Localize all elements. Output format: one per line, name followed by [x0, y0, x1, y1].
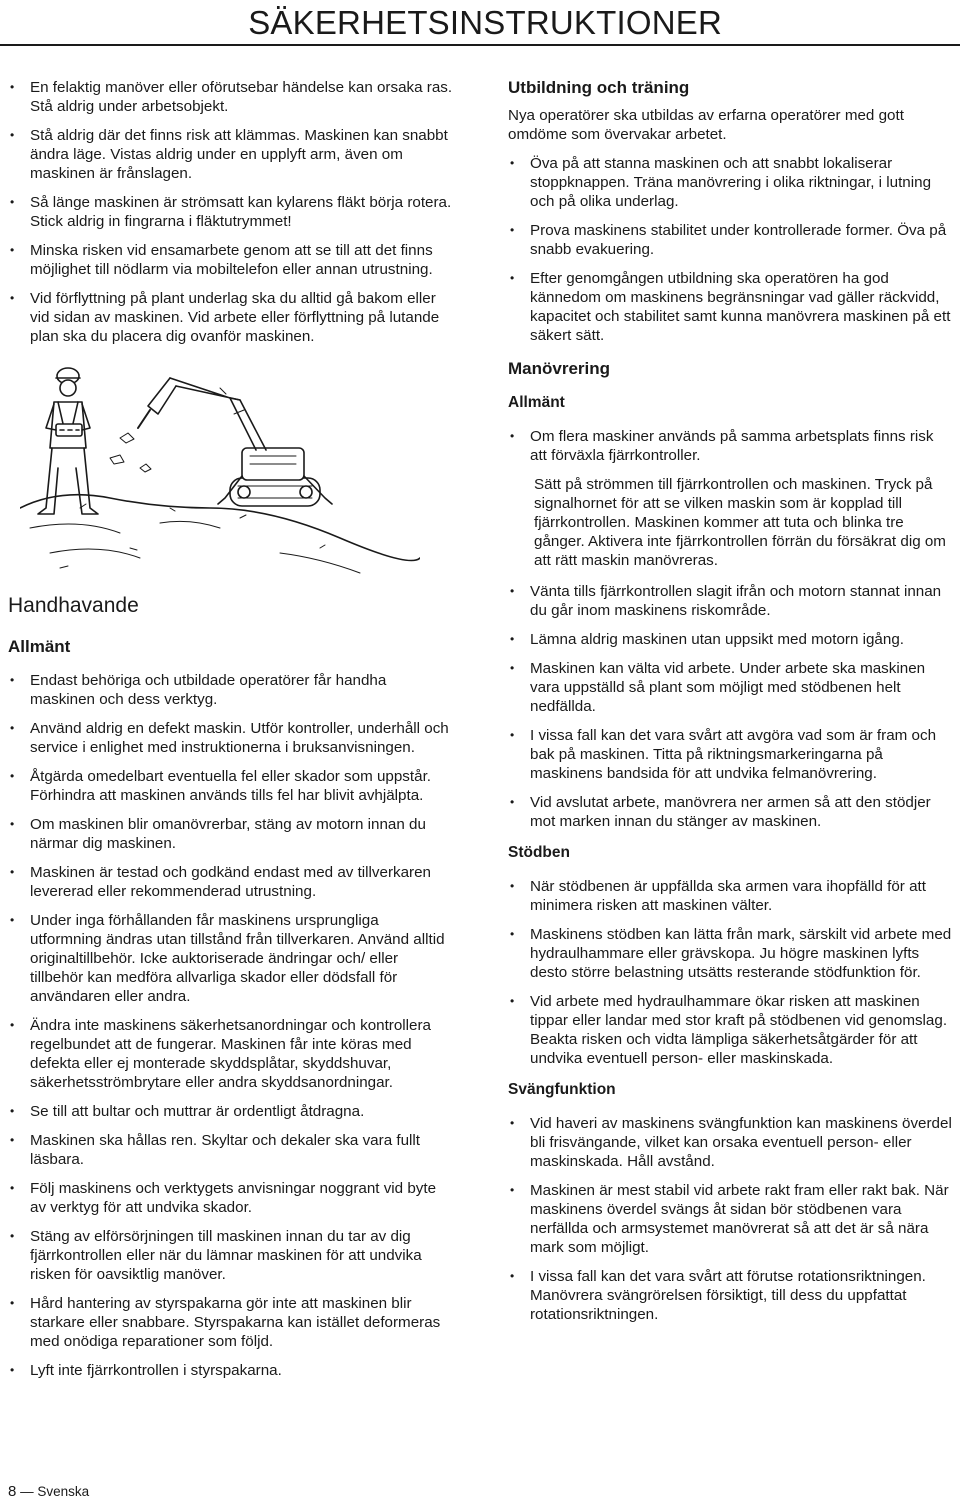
header-rule: [0, 44, 960, 46]
manovrering-first-list: [508, 427, 954, 465]
list-item: • Använd aldrig en defekt maskin. Utför kontroller, underhåll och service i enlighet med instruktionerna i bruksanvisningen.: [8, 719, 453, 757]
svangfunktion-bullet-list: [508, 1114, 954, 1324]
list-item: • Maskinens stödben kan lätta från mark, särskilt vid arbete med hydraulhammare eller grävskopa. Ju högre maskinen lyfts desto större belastning utsätts resterande stödfunktion för.: [508, 925, 954, 982]
operator-machine-illustration: [20, 358, 420, 578]
right-column: [508, 78, 954, 1334]
list-item: • Lämna aldrig maskinen utan uppsikt med motorn igång.: [508, 630, 954, 649]
list-item: • I vissa fall kan det vara svårt att förutse rotationsriktningen. Manövrera svängrörelsen försiktigt, till dess du uppfattat rotationsriktningen.: [508, 1267, 954, 1324]
list-item: • Vid avslutat arbete, manövrera ner armen så att den stödjer mot marken innan du stänger av maskinen.: [508, 793, 954, 831]
list-item: • Under inga förhållanden får maskinens ursprungliga utformning ändras utan tillstånd från tillverkaren. Använd alltid originaltillbehör. Icke auktoriserade ändringar och/ eller tillbehör kan medföra allvarliga skador eller dödsfall för användaren eller andra.: [8, 911, 453, 1006]
list-item: • Följ maskinens och verktygets anvisningar noggrant vid byte av verktyg för att undvika skador.: [8, 1179, 453, 1217]
left-column-top: [8, 78, 453, 356]
list-item: • Efter genomgången utbildning ska operatören ha god kännedom om maskinens begränsningar vad gäller räckvidd, kapacitet och stabilitet samt kunna manövrera maskinen på ett säkert sätt.: [508, 269, 954, 345]
list-item: • När stödbenen är uppfällda ska armen vara ihopfälld för att minimera risken att maskinen välter.: [508, 877, 954, 915]
list-item: • Vid arbete med hydraulhammare ökar risken att maskinen tippar eller landar med stor kraft på stödbenen vid genomslag. Beakta risken och vidta lämpliga säkerhetsåtgärder för att undvika eventuell person- eller maskinskada.: [508, 992, 954, 1068]
section-title-utbildning: Utbildning och träning: [508, 78, 690, 97]
list-item: • Se till att bultar och muttrar är ordentligt åtdragna.: [8, 1102, 453, 1121]
list-item: • Maskinen är mest stabil vid arbete rakt fram eller rakt bak. När maskinens överdel svängs åt sidan bör stödbenen vara nerfällda och armsystemet manövrerat så att det är så nära mark som möjligt.: [508, 1181, 954, 1257]
utbildning-bullet-list: [508, 154, 954, 345]
page-footer: [8, 1483, 89, 1500]
stodben-bullet-list: [508, 877, 954, 1068]
handhavande-bullet-list: [8, 671, 453, 1380]
list-item: • Endast behöriga och utbildade operatörer får handha maskinen och dess verktyg.: [8, 671, 453, 709]
list-item: • Maskinen är testad och godkänd endast med av tillverkaren levererad eller rekommenderad utrustning.: [8, 863, 453, 901]
list-item: • Vänta tills fjärrkontrollen slagit ifrån och motorn stannat innan du går inom maskinens riskområde.: [508, 582, 954, 620]
list-item: • Lyft inte fjärrkontrollen i styrspakarna.: [8, 1361, 453, 1380]
footer-dash: —: [20, 1484, 34, 1499]
list-item: • Hård hantering av styrspakarna gör inte att maskinen blir starkare eller snabbare. Styrspakarna kan istället deformeras med onödiga reparationer som följd.: [8, 1294, 453, 1351]
list-item: • Maskinen ska hållas ren. Skyltar och dekaler ska vara fullt läsbara.: [8, 1131, 453, 1169]
list-item: • En felaktig manöver eller oförutsebar händelse kan orsaka ras. Stå aldrig under arbetsobjekt.: [8, 78, 453, 116]
list-item: • Öva på att stanna maskinen och att snabbt lokaliserar stoppknappen. Träna manövrering i olika riktningar, i lutning och på olika underlag.: [508, 154, 954, 211]
subsection-title-allmant: Allmänt: [8, 637, 71, 656]
list-item: • Åtgärda omedelbart eventuella fel eller skador som uppstår. Förhindra att maskinen används tills fel har blivit avhjälpta.: [8, 767, 453, 805]
list-item: • Stå aldrig där det finns risk att klämmas. Maskinen kan snabbt ändra läge. Vistas aldrig under en upplyft arm, även om maskinen är frånslagen.: [8, 126, 453, 183]
section-title-manovrering: Manövrering: [508, 359, 611, 378]
list-item: • Maskinen kan välta vid arbete. Under arbete ska maskinen vara uppställd så plant som möjligt med stödbenen helt nedfällda.: [508, 659, 954, 716]
subsection-title-stodben: Stödben: [508, 844, 570, 861]
utbildning-intro: Nya operatörer ska utbildas av erfarna operatörer med gott omdöme som övervakar arbetet.: [508, 107, 904, 143]
list-item: • Om flera maskiner används på samma arbetsplats finns risk att förväxla fjärrkontroller.: [508, 427, 954, 465]
list-item: • Vid haveri av maskinens svängfunktion kan maskinens överdel bli frisvängande, vilket kan orsaka eventuell person- eller maskinskada. Håll avstånd.: [508, 1114, 954, 1171]
subsection-title-svangfunktion: Svängfunktion: [508, 1081, 616, 1098]
safety-bullet-list: [8, 78, 453, 346]
list-item: • Om maskinen blir omanövrerbar, stäng av motorn innan du närmar dig maskinen.: [8, 815, 453, 853]
page-title: SÄKERHETSINSTRUKTIONER: [248, 4, 722, 41]
list-item: • Ändra inte maskinens säkerhetsanordningar och kontrollera regelbundet att de fungerar. Maskinen får inte köras med defekta eller ej monterade skyddsplåtar, skyddshuvar, säkerhetsströmbrytare eller andra skyddsanordningar.: [8, 1016, 453, 1092]
subsection-title-allmant: Allmänt: [508, 394, 565, 411]
list-item: • Minska risken vid ensamarbete genom att se till att det finns möjlighet till nödlarm via mobiltelefon eller annan utrustning.: [8, 241, 453, 279]
manovrering-bullet-list: [508, 582, 954, 831]
list-item: • Prova maskinens stabilitet under kontrollerade former. Öva på snabb evakuering.: [508, 221, 954, 259]
page-number: 8: [8, 1483, 17, 1500]
list-item: • I vissa fall kan det vara svårt att avgöra vad som är fram och bak på maskinen. Titta på riktningsmarkeringarna på maskinens bandsida för att undvika felmanövrering.: [508, 726, 954, 783]
section-title-handhavande: Handhavande: [8, 594, 139, 617]
manovrering-indented-paragraph: Sätt på strömmen till fjärrkontrollen och maskinen. Tryck på signalhornet för att se vilken maskin som är kopplad till fjärrkontrollen. Maskinen kommer att tuta och blinka tre gånger. Aktivera inte fjärrkontrollen förrän du försäkrat dig om att rätt maskin manövreras.: [534, 476, 946, 569]
list-item: • Så länge maskinen är strömsatt kan kylarens fläkt börja rotera. Stick aldrig in fingrarna i fläktutrymmet!: [8, 193, 453, 231]
list-item: • Stäng av elförsörjningen till maskinen innan du tar av dig fjärrkontrollen eller när du lämnar maskinen för att undvika risken för oavsiktlig manöver.: [8, 1227, 453, 1284]
list-item: • Vid förflyttning på plant underlag ska du alltid gå bakom eller vid sidan av maskinen. Vid arbete eller förflyttning på lutande plan ska du placera dig ovanför maskinen.: [8, 289, 453, 346]
footer-language: Svenska: [37, 1484, 90, 1499]
page-header: [0, 0, 960, 46]
handhavande-section: [8, 593, 453, 1390]
